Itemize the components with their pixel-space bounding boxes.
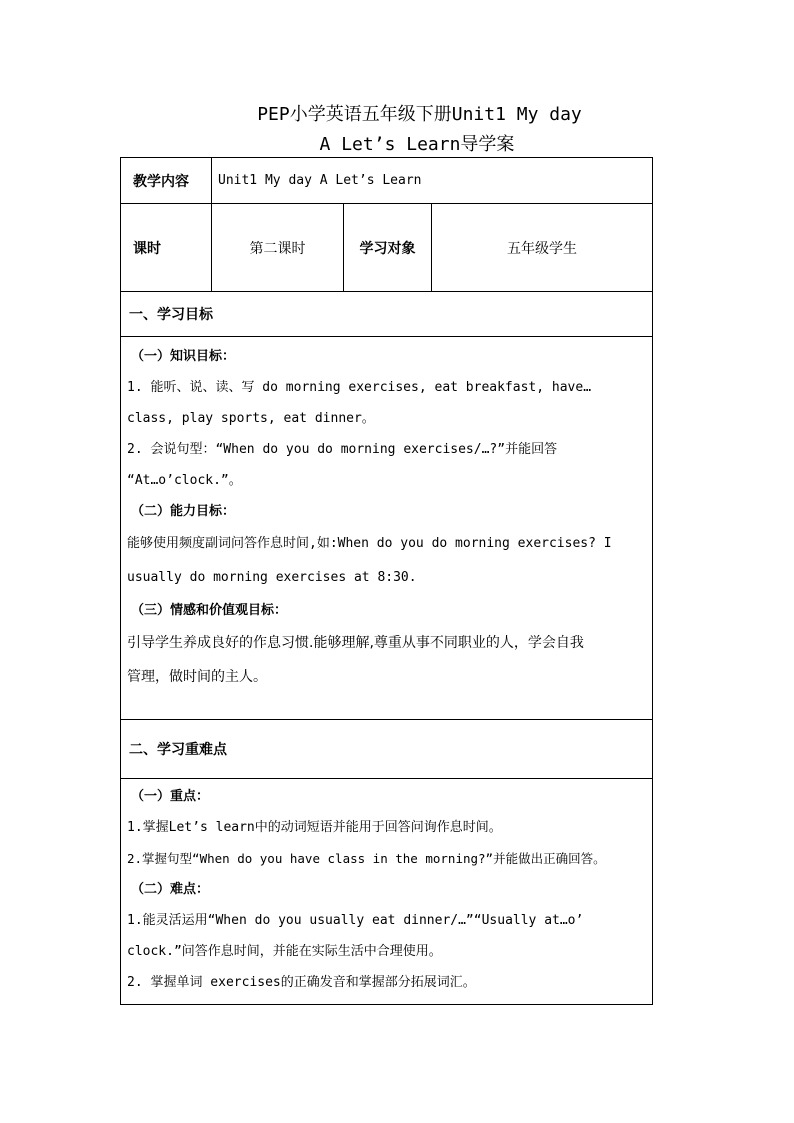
content-row bbox=[121, 158, 653, 204]
knowledge-line: class, play sports, eat dinner。 bbox=[127, 411, 375, 426]
lesson-plan-table bbox=[120, 157, 653, 1005]
goals-body-row bbox=[121, 337, 653, 720]
emotion-line: 管理，做时间的主人。 bbox=[127, 669, 267, 685]
key-heading: （一）重点： bbox=[131, 789, 210, 804]
period-row bbox=[121, 204, 653, 292]
audience-label: 学习对象 bbox=[344, 204, 432, 292]
difficult-line: clock.”问答作息时间，并能在实际生活中合理使用。 bbox=[127, 944, 442, 959]
goals-heading: 一、学习目标 bbox=[121, 292, 653, 337]
keypoints-body bbox=[121, 779, 653, 1005]
document-title-line2: A Let’s Learn导学案 bbox=[319, 134, 515, 155]
emotion-line: 引导学生养成良好的作息习惯.能够理解,尊重从事不同职业的人，学会自我 bbox=[127, 635, 584, 651]
goals-body bbox=[121, 337, 653, 720]
audience-value: 五年级学生 bbox=[432, 204, 653, 292]
period-label: 课时 bbox=[121, 204, 212, 292]
keypoints-body-row bbox=[121, 779, 653, 1005]
content-label: 教学内容 bbox=[121, 158, 212, 204]
ability-line: usually do morning exercises at 8:30. bbox=[127, 570, 417, 585]
difficult-line: 1.能灵活运用“When do you usually eat dinner/…”“Usually at…o’ bbox=[127, 913, 584, 928]
key-line: 2.掌握句型“When do you have class in the morning?”并能做出正确回答。 bbox=[127, 851, 606, 866]
content-value: Unit1 My day A Let’s Learn bbox=[212, 158, 653, 204]
ability-line: 能够使用频度副词问答作息时间,如:When do you do morning exercises? I bbox=[127, 536, 612, 551]
period-value: 第二课时 bbox=[212, 204, 344, 292]
difficult-heading: （二）难点： bbox=[131, 882, 210, 897]
knowledge-line: “At…o’clock.”。 bbox=[127, 473, 242, 488]
knowledge-heading: （一）知识目标： bbox=[131, 349, 236, 364]
difficult-line: 2. 掌握单词 exercises的正确发音和掌握部分拓展词汇。 bbox=[127, 975, 476, 990]
document-title-line1: PEP小学英语五年级下册Unit1 My day bbox=[257, 104, 582, 125]
knowledge-line: 2. 会说句型：“When do you do morning exercises/…?”并能回答 bbox=[127, 442, 558, 457]
keypoints-heading-row bbox=[121, 720, 653, 779]
key-line: 1.掌握Let’s learn中的动词短语并能用于回答问询作息时间。 bbox=[127, 820, 502, 835]
keypoints-heading: 二、学习重难点 bbox=[121, 720, 653, 779]
goals-heading-row bbox=[121, 292, 653, 337]
emotion-heading: （三）情感和价值观目标： bbox=[131, 603, 288, 618]
ability-heading: （二）能力目标： bbox=[131, 504, 236, 519]
knowledge-line: 1. 能听、说、读、写 do morning exercises, eat breakfast, have… bbox=[127, 380, 592, 395]
